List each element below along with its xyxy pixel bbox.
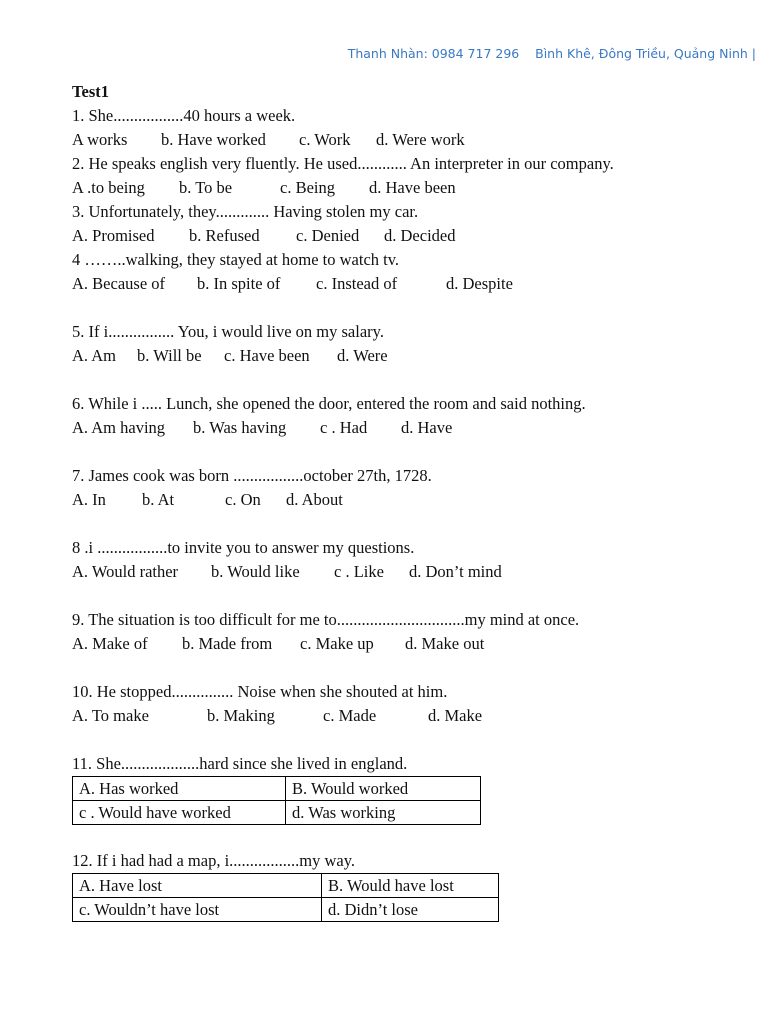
spacer <box>72 825 732 849</box>
option-d: d. Were <box>337 346 388 365</box>
option-a: A. Am having <box>72 418 166 437</box>
options-9 <box>72 632 732 656</box>
options-7 <box>72 488 732 512</box>
option-b: b. Refused <box>189 226 260 245</box>
option-c: c. Denied <box>296 226 360 245</box>
options-6 <box>72 416 732 440</box>
options-1 <box>72 128 732 152</box>
question-7: 7. James cook was born .................october 27th, 1728. <box>72 466 432 485</box>
option-d: d. Were work <box>376 130 465 149</box>
question-8: 8 .i .................to invite you to answer my questions. <box>72 538 415 557</box>
option-a: A. Am <box>72 346 117 365</box>
options-3 <box>72 224 732 248</box>
option-a: A. In <box>72 490 106 509</box>
option-c: c. Have been <box>224 346 310 365</box>
options-4 <box>72 272 732 296</box>
option-d: d. Despite <box>446 274 513 293</box>
option-a: A. To make <box>72 706 149 725</box>
test-content <box>72 80 732 922</box>
option-c: c . Would have worked <box>73 801 286 825</box>
option-c: c. Made <box>323 706 377 725</box>
option-b: B. Would worked <box>286 777 481 801</box>
option-d: d. About <box>286 490 343 509</box>
option-d: d. Make <box>428 706 483 725</box>
option-a: A works <box>72 130 128 149</box>
option-b: b. To be <box>179 178 233 197</box>
options-10 <box>72 704 732 728</box>
table-row <box>73 898 499 922</box>
option-d: d. Didn’t lose <box>322 898 499 922</box>
option-b: b. Will be <box>137 346 202 365</box>
option-a: A. Has worked <box>73 777 286 801</box>
spacer <box>72 296 732 320</box>
option-c: c. Make up <box>300 634 374 653</box>
option-b: B. Would have lost <box>322 874 499 898</box>
option-c: c. Work <box>299 130 351 149</box>
option-a: A. Have lost <box>73 874 322 898</box>
option-a: A. Make of <box>72 634 148 653</box>
options-table-11 <box>72 776 481 825</box>
spacer <box>72 584 732 608</box>
options-8 <box>72 560 732 584</box>
option-a: A .to being <box>72 178 145 197</box>
question-3: 3. Unfortunately, they............. Having stolen my car. <box>72 202 419 221</box>
spacer <box>72 656 732 680</box>
option-a: A. Promised <box>72 226 155 245</box>
test-title: Test1 <box>72 82 109 101</box>
option-b: b. In spite of <box>197 274 281 293</box>
table-row <box>73 801 481 825</box>
option-b: b. Making <box>207 706 275 725</box>
question-10: 10. He stopped............... Noise when she shouted at him. <box>72 682 448 701</box>
question-2: 2. He speaks english very fluently. He used............ An interpreter in our company. <box>72 154 614 173</box>
option-b: b. Have worked <box>161 130 266 149</box>
question-1: 1. She.................40 hours a week. <box>72 106 296 125</box>
option-b: b. Made from <box>182 634 273 653</box>
spacer <box>72 512 732 536</box>
option-c: c. Instead of <box>316 274 398 293</box>
table-row <box>73 874 499 898</box>
option-d: d. Decided <box>384 226 456 245</box>
option-c: c. On <box>225 490 261 509</box>
option-a: A. Because of <box>72 274 166 293</box>
option-d: d. Make out <box>405 634 485 653</box>
options-table-12 <box>72 873 499 922</box>
spacer <box>72 368 732 392</box>
option-c: c . Like <box>334 562 384 581</box>
option-d: d. Was working <box>286 801 481 825</box>
option-c: c . Had <box>320 418 368 437</box>
question-12: 12. If i had had a map, i.................my way. <box>72 851 356 870</box>
options-5 <box>72 344 732 368</box>
question-4: 4 ……..walking, they stayed at home to watch tv. <box>72 250 400 269</box>
table-row <box>73 777 481 801</box>
question-9: 9. The situation is too difficult for me to...............................my mind at once. <box>72 610 580 629</box>
option-d: d. Have <box>401 418 453 437</box>
page-header: Thanh Nhàn: 0984 717 296 Bình Khê, Đông Triều, Quảng Ninh | <box>347 46 756 61</box>
option-d: d. Don’t mind <box>409 562 502 581</box>
option-c: c. Wouldn’t have lost <box>73 898 322 922</box>
option-c: c. Being <box>280 178 335 197</box>
question-5: 5. If i................ You, i would live on my salary. <box>72 322 384 341</box>
spacer <box>72 728 732 752</box>
option-b: b. Would like <box>211 562 300 581</box>
option-d: d. Have been <box>369 178 456 197</box>
question-11: 11. She...................hard since she lived in england. <box>72 754 408 773</box>
option-a: A. Would rather <box>72 562 179 581</box>
question-6: 6. While i ..... Lunch, she opened the door, entered the room and said nothing. <box>72 394 586 413</box>
options-2 <box>72 176 732 200</box>
option-b: b. At <box>142 490 175 509</box>
spacer <box>72 440 732 464</box>
option-b: b. Was having <box>193 418 287 437</box>
